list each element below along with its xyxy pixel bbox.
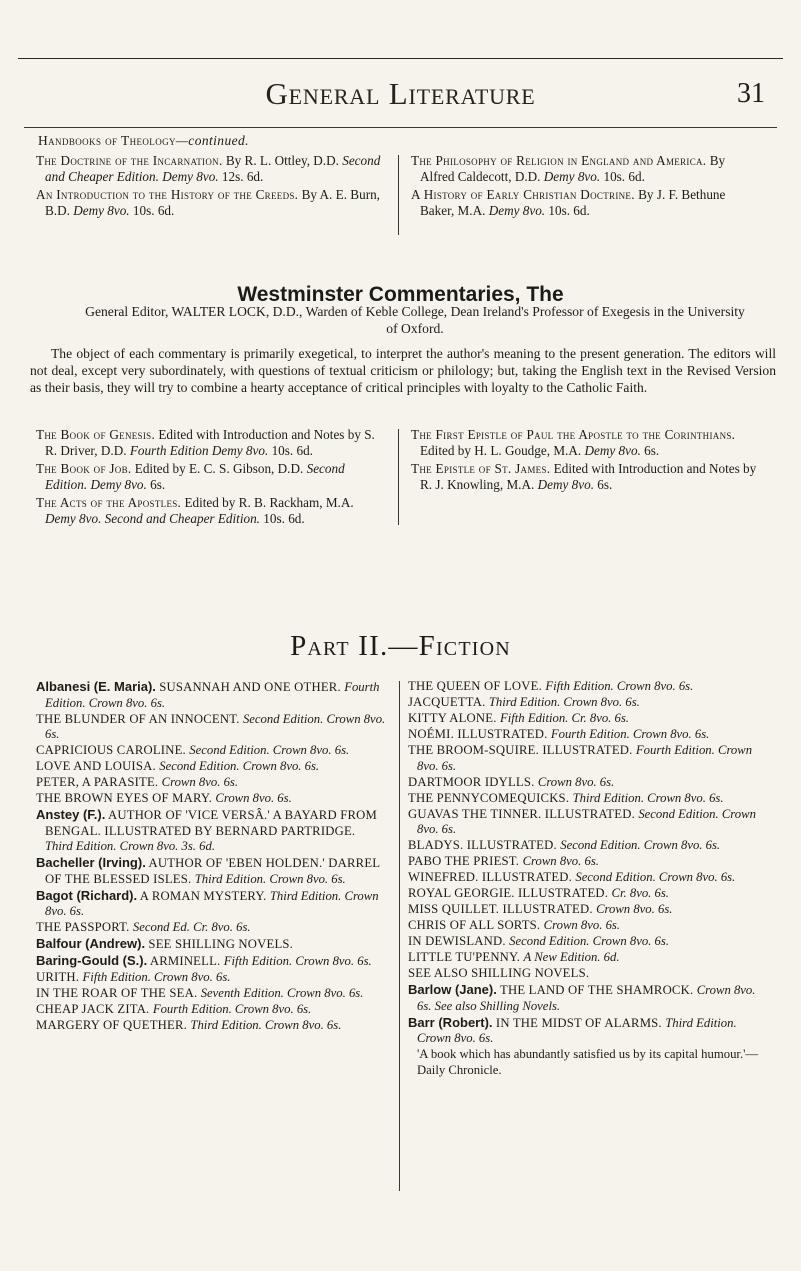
entry-title: The Book of Genesis.	[36, 427, 156, 442]
entry-author: By A. E. Burn, B.D.	[45, 186, 380, 219]
entry-author: Edited by R. B. Rackham, M.A.	[181, 494, 354, 510]
entry-edition: Third Edition. Crown 8vo. 6s.	[45, 888, 379, 918]
entry-title: ARMINELL.	[147, 954, 224, 968]
entry-title: IN THE ROAR OF THE SEA.	[36, 986, 201, 1000]
entry-edition: Second Edition. Crown 8vo. 6s.	[189, 743, 350, 757]
entry-title: AUTHOR OF 'VICE VERSÂ.' A BAYARD FROM BENGAL. ILLUSTRATED BY BERNARD PARTRIDGE.	[45, 808, 377, 838]
fiction-entry	[36, 743, 386, 759]
fiction-entry	[36, 953, 386, 970]
entry-title: IN THE MIDST OF ALARMS.	[492, 1015, 666, 1030]
fiction-entry	[408, 934, 768, 950]
entry-title: SEE ALSO SHILLING NOVELS.	[408, 966, 590, 980]
fiction-entry	[36, 855, 386, 887]
fiction-entry	[408, 902, 768, 918]
entry-price: 10s. 6d.	[129, 203, 175, 219]
entry-edition: Second and Cheaper Edition.	[45, 153, 381, 185]
entry-title: The Doctrine of the Incarnation.	[36, 153, 223, 168]
catalogue-entry	[36, 427, 382, 460]
fiction-entry	[36, 807, 386, 855]
entry-author: Edited by H. L. Goudge, M.A.	[420, 443, 585, 459]
entry-title: The Book of Job.	[36, 460, 132, 476]
entry-title: An Introduction to the History of the Creeds.	[36, 186, 299, 202]
fiction-left-column	[36, 679, 386, 1034]
entry-title: THE LAND OF THE SHAMROCK.	[496, 983, 697, 997]
entry-edition: Fourth Edition. Crown 8vo. 6s.	[417, 743, 753, 773]
entry-title: LITTLE TU'PENNY.	[408, 950, 524, 964]
fiction-entry	[36, 986, 386, 1002]
catalogue-entry	[411, 427, 763, 460]
entry-edition: Fourth Edition. Crown 8vo. 6s.	[550, 727, 710, 741]
entry-title: CHRIS OF ALL SORTS.	[408, 918, 544, 932]
fiction-entry	[408, 838, 768, 854]
column-divider	[398, 429, 399, 525]
entry-edition: Seventh Edition. Crown 8vo. 6s.	[200, 986, 364, 1000]
catalogue-entry	[36, 495, 382, 528]
fiction-entry	[408, 727, 768, 743]
fiction-entry	[408, 1015, 768, 1047]
fiction-entry	[36, 759, 386, 775]
entry-edition: Fifth Edition. Cr. 8vo. 6s.	[499, 711, 629, 725]
catalogue-entry	[411, 187, 761, 220]
entry-edition: Second Edition. Crown 8vo. 6s.	[417, 806, 756, 836]
entry-edition: Second Edition.	[45, 460, 345, 493]
part-heading: Part II.—Fiction	[290, 630, 511, 662]
entry-edition: Second Edition. Crown 8vo. 6s.	[45, 711, 386, 741]
fiction-entry	[408, 743, 768, 774]
entry-author: Barlow (Jane).	[408, 982, 497, 997]
fiction-entry	[408, 886, 768, 902]
entry-title: MISS QUILLET. ILLUSTRATED.	[408, 902, 597, 916]
catalogue-entry	[411, 461, 763, 494]
entry-title: SEE SHILLING NOVELS.	[145, 937, 294, 951]
entry-title: PETER, A PARASITE.	[36, 775, 162, 789]
entry-title: IN DEWISLAND.	[408, 934, 510, 948]
entry-format: Demy 8vo.	[208, 443, 269, 459]
entry-edition: A New Edition. 6d.	[523, 950, 620, 964]
fiction-right-column	[408, 679, 768, 1079]
entry-title: CAPRICIOUS CAROLINE.	[36, 743, 190, 757]
fiction-entry	[36, 970, 386, 986]
fiction-entry	[36, 775, 386, 791]
entry-edition: Crown 8vo. 6s. See also Shilling Novels.	[417, 983, 756, 1013]
fiction-entry	[408, 711, 768, 727]
entry-title: BLADYS. ILLUSTRATED.	[408, 838, 561, 852]
column-divider	[399, 681, 400, 1191]
theology-right-column	[411, 153, 761, 221]
entry-author: Barr (Robert).	[408, 1014, 493, 1030]
entry-title: PABO THE PRIEST.	[408, 854, 523, 868]
entry-format: Demy 8vo.	[158, 169, 219, 185]
entry-edition: Crown 8vo. 6s.	[596, 902, 673, 916]
entry-title: MARGERY OF QUETHER.	[36, 1018, 191, 1032]
continued-heading	[38, 133, 249, 149]
entry-price: 12s. 6d.	[218, 169, 264, 185]
entry-format: Demy 8vo.	[73, 203, 130, 219]
header-rule	[24, 127, 777, 128]
entry-edition: Second Edition. Crown 8vo. 6s.	[560, 838, 721, 852]
entry-edition: Crown 8vo. 6s.	[543, 918, 621, 932]
running-head: General Literature	[265, 76, 536, 111]
theology-left-column	[36, 153, 382, 221]
entry-title: CHEAP JACK ZITA.	[36, 1002, 153, 1016]
entry-title: LOVE AND LOUISA.	[36, 759, 160, 773]
entry-edition: Third Edition. Crown 8vo. 6s.	[417, 1015, 737, 1045]
entry-title: URITH.	[36, 970, 83, 984]
entry-format: Demy 8vo.	[543, 169, 601, 185]
entry-title: KITTY ALONE.	[408, 711, 500, 725]
fiction-entry	[408, 791, 768, 807]
catalogue-entry	[36, 153, 382, 186]
column-divider	[398, 155, 399, 235]
entry-edition: Third Edition. Crown 8vo. 6s.	[488, 695, 640, 709]
entry-title: The Acts of the Apostles.	[36, 494, 182, 510]
top-rule	[18, 58, 783, 59]
entry-price: 10s. 6d.	[545, 203, 590, 219]
entry-edition: Second Ed. Cr. 8vo. 6s.	[132, 920, 251, 934]
entry-format: Demy 8vo.	[488, 203, 546, 219]
catalogue-entry	[36, 187, 382, 220]
entry-title: THE BLUNDER OF AN INNOCENT.	[36, 711, 243, 726]
entry-edition: Fifth Edition. Crown 8vo. 6s.	[82, 970, 231, 984]
entry-title: THE BROOM-SQUIRE. ILLUSTRATED.	[408, 743, 636, 757]
entry-author: Edited with Introduction and Notes by R. J. Knowling, M.A.	[420, 460, 757, 493]
entry-edition: Demy 8vo. Second and Cheaper Edition.	[45, 511, 260, 527]
entry-author: Anstey (F.).	[36, 807, 106, 822]
fiction-entry	[36, 712, 386, 743]
entry-edition: Fourth Edition. Crown 8vo. 6s.	[152, 1002, 312, 1016]
entry-edition: Crown 8vo. 6s.	[522, 854, 599, 868]
entry-title: WINEFRED. ILLUSTRATED.	[408, 870, 576, 884]
entry-edition: Third Edition. Crown 8vo. 6s.	[572, 790, 724, 805]
fiction-entry	[408, 966, 768, 982]
fiction-entry	[408, 918, 768, 934]
entry-edition: Second Edition. Crown 8vo. 6s.	[509, 934, 670, 948]
westminster-left-column	[36, 427, 382, 528]
continued-heading-label: Handbooks of Theology	[38, 133, 176, 148]
entry-title: The Philosophy of Religion in England and America.	[411, 153, 707, 168]
entry-title: NOÉMI. ILLUSTRATED.	[408, 727, 551, 741]
fiction-entry	[408, 679, 768, 695]
fiction-entry	[36, 1002, 386, 1018]
entry-price: 10s. 6d.	[600, 169, 645, 185]
entry-title: THE QUEEN OF LOVE.	[408, 679, 546, 693]
fiction-entry	[408, 950, 768, 966]
fiction-entry	[408, 870, 768, 886]
fiction-entry	[36, 679, 386, 711]
entry-title: DARTMOOR IDYLLS.	[408, 774, 538, 789]
fiction-entry	[408, 775, 768, 791]
catalogue-entry	[411, 153, 761, 186]
entry-author: Bagot (Richard).	[36, 887, 138, 903]
entry-title: A History of Early Christian Doctrine.	[411, 186, 635, 202]
entry-title: GUAVAS THE TINNER. ILLUSTRATED.	[408, 806, 639, 821]
entry-edition: Cr. 8vo. 6s.	[611, 886, 669, 900]
fiction-entry	[408, 854, 768, 870]
entry-price: 10s. 6d.	[268, 443, 313, 459]
continued-heading-suffix: —continued.	[175, 133, 249, 148]
fiction-entry	[408, 695, 768, 711]
fiction-entry	[408, 982, 768, 1014]
fiction-entry	[408, 807, 768, 838]
fiction-entry	[36, 1018, 386, 1034]
westminster-right-column	[411, 427, 763, 495]
fiction-entry	[36, 920, 386, 936]
page-number: 31	[737, 78, 765, 109]
entry-edition: Fifth Edition. Crown 8vo. 6s.	[545, 679, 694, 693]
fiction-entry	[36, 888, 386, 920]
entry-edition: Third Edition. Crown 8vo. 3s. 6d.	[45, 839, 216, 853]
entry-edition: Fourth Edition. Crown 8vo. 6s.	[45, 680, 380, 710]
entry-author: Bacheller (Irving).	[36, 855, 146, 870]
entry-edition: Crown 8vo. 6s.	[215, 791, 292, 805]
entry-author: Edited with Introduction and Notes by S. R. Driver, D.D.	[45, 427, 375, 459]
entry-format: Demy 8vo.	[537, 477, 594, 493]
entry-title: THE PASSPORT.	[36, 920, 133, 934]
entry-format: Demy 8vo.	[87, 477, 147, 493]
entry-title: AUTHOR OF 'EBEN HOLDEN.' DARREL OF THE BLESSED ISLES.	[45, 856, 380, 886]
entry-edition: Crown 8vo. 6s.	[537, 774, 615, 789]
review-quote: 'A book which has abundantly satisfied us by its capital humour.'—Daily Chronicle.	[417, 1047, 759, 1077]
entry-edition: Fourth Edition	[129, 443, 209, 459]
fiction-entry	[36, 936, 386, 953]
entry-edition: Second Edition. Crown 8vo. 6s.	[575, 870, 736, 884]
fiction-entry	[36, 791, 386, 807]
entry-edition: Crown 8vo. 6s.	[161, 775, 239, 789]
catalogue-entry	[36, 461, 382, 494]
entry-title: The Epistle of St. James.	[411, 460, 551, 476]
entry-title: A ROMAN MYSTERY.	[137, 888, 270, 903]
series-description: The object of each commentary is primarily exegetical, to interpret the author's meaning to the present generation. The editors will not deal, except very subordinately, with questions of textual criticism or philology; but, taking the English text in the Revised Version as their basis, they will try to combine a hearty acceptance of critical principles with loyalty to the Catholic Faith.	[30, 346, 776, 395]
entry-author: By J. F. Bethune Baker, M.A.	[420, 186, 726, 219]
entry-author: By R. L. Ottley, D.D.	[222, 153, 343, 168]
entry-price: 10s. 6d.	[259, 511, 305, 527]
entry-author: By Alfred Caldecott, D.D.	[420, 153, 726, 185]
entry-author: Albanesi (E. Maria).	[36, 679, 156, 694]
entry-edition: Third Edition. Crown 8vo. 6s.	[194, 871, 346, 886]
entry-edition: Third Edition. Crown 8vo. 6s.	[190, 1018, 342, 1032]
entry-title: The First Epistle of Paul the Apostle to the Corinthians.	[411, 427, 736, 442]
entry-author: Edited by E. C. S. Gibson, D.D.	[131, 460, 307, 476]
entry-title: THE PENNYCOMEQUICKS.	[408, 790, 573, 805]
entry-edition: Second Edition. Crown 8vo. 6s.	[159, 759, 320, 773]
entry-price: 6s.	[146, 477, 166, 493]
entry-author: Balfour (Andrew).	[36, 936, 146, 951]
entry-price: 6s.	[640, 443, 660, 459]
series-title: Westminster Commentaries, The	[237, 283, 564, 306]
entry-title: THE BROWN EYES OF MARY.	[36, 791, 216, 805]
entry-title: ROYAL GEORGIE. ILLUSTRATED.	[408, 886, 612, 900]
entry-format: Demy 8vo.	[584, 443, 641, 459]
entry-author: Baring-Gould (S.).	[36, 953, 148, 968]
entry-edition: Fifth Edition. Crown 8vo. 6s.	[223, 954, 372, 968]
entry-title: JACQUETTA.	[408, 695, 489, 709]
entry-title: SUSANNAH AND ONE OTHER.	[155, 680, 345, 694]
entry-price: 6s.	[594, 477, 613, 493]
series-editor: General Editor, WALTER LOCK, D.D., Warden of Keble College, Dean Ireland's Professor of Exegesis in the University of Oxford.	[85, 304, 745, 336]
